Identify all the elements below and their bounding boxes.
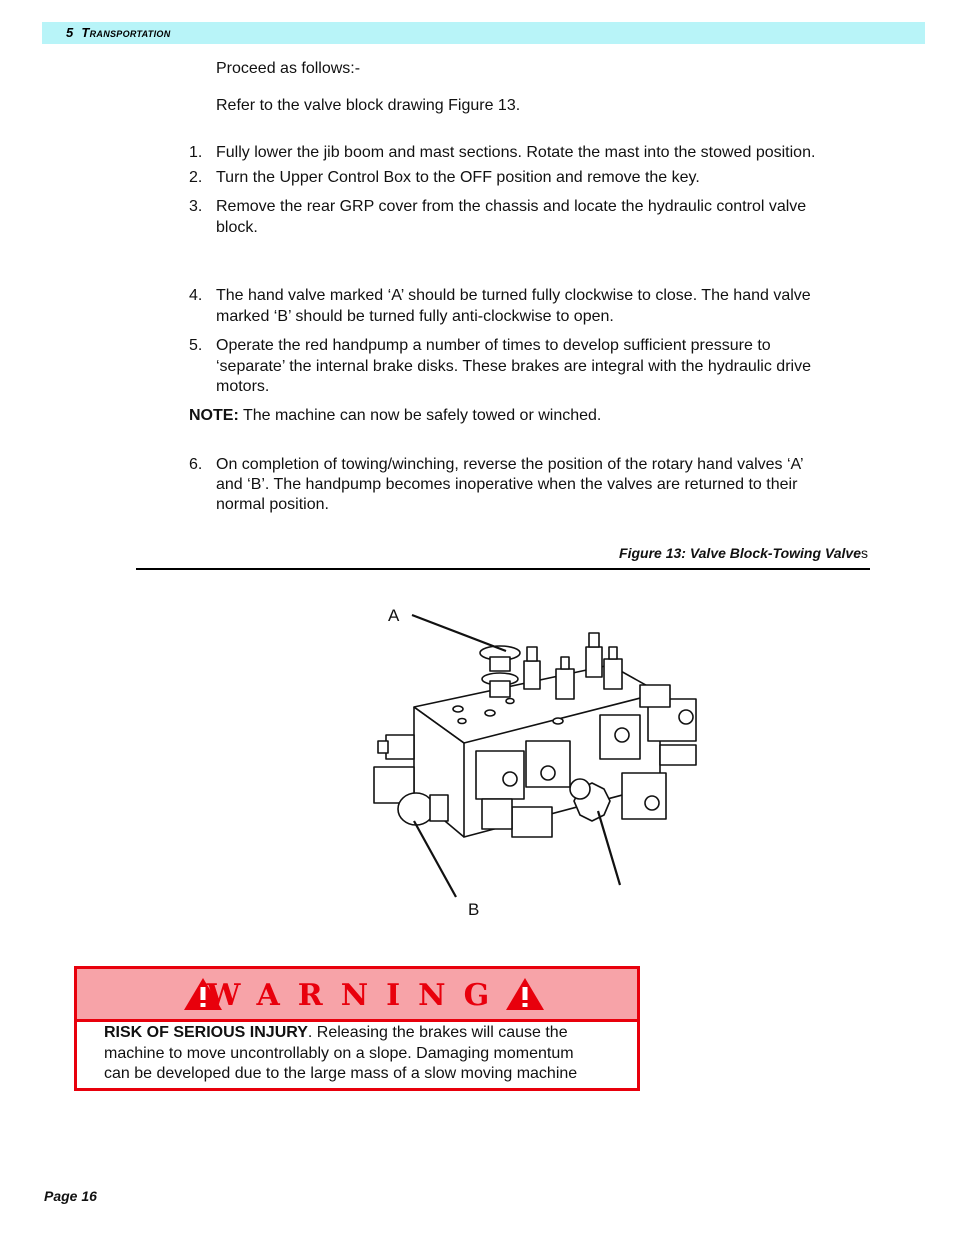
chapter-number: 5 [66,25,74,40]
step-2-number: 2. [189,169,203,186]
warning-box [74,966,640,1091]
solenoid-coil [476,751,524,799]
cartridge-valve [604,659,622,689]
fitting-end [378,741,388,753]
hand-valve-a-stem [490,657,510,671]
warning-line-1 [104,1023,624,1044]
step-1-number: 1. [189,144,203,161]
note-label: NOTE: [189,407,239,424]
figure-caption-tail: s [861,545,868,561]
cartridge-valve-tip [609,647,617,659]
step-6-line-2: and ‘B’. The handpump becomes inoperative when the valves are returned to their [216,476,798,493]
valve-block-drawing [360,595,720,925]
port [485,710,495,716]
cartridge-valve-tip [589,633,599,647]
chapter-header [66,25,171,40]
note-text: The machine can now be safely towed or winched. [238,407,602,424]
intro-line-2: Refer to the valve block drawing Figure 13. [216,97,521,114]
chapter-header-bar [42,22,925,44]
step-4-line-1: The hand valve marked ‘A’ should be turned fully clockwise to close. The hand valve [216,287,811,304]
warning-line-1-text: . Releasing the brakes will cause the [307,1024,568,1041]
hand-valve-b-stem [430,795,448,821]
hand-valve-b-knob [398,793,434,825]
step-3-line-1: Remove the rear GRP cover from the chassis and locate the hydraulic control valve [216,198,807,215]
figure-caption-main: Figure 13: Valve Block-Towing Valve [619,545,861,561]
step-5-number: 5. [189,337,203,354]
step-6-line-1: On completion of towing/winching, reverse the position of the rotary hand valves ‘A’ [216,456,804,473]
label-b: B [468,900,480,919]
solenoid-connector [660,745,696,765]
figure-divider [136,568,870,570]
step-3-line-2: block. [216,219,258,236]
solenoid-connector [640,685,670,707]
step-3-number: 3. [189,198,203,215]
leader-line-pump [598,811,620,885]
step-6-line-3: normal position. [216,496,329,513]
port [506,699,514,704]
warning-text [104,1023,624,1085]
solenoid-nut [679,710,693,724]
warning-header [77,969,637,1022]
leader-line-b [414,821,456,897]
cartridge-valve-tip [527,647,537,661]
fitting [386,735,414,759]
step-5-line-1: Operate the red handpump a number of times to develop sufficient pressure to [216,337,771,354]
step-4-line-2: marked ‘B’ should be turned fully anti-clockwise to open. [216,308,614,325]
warning-lead: RISK OF SERIOUS INJURY [104,1024,308,1041]
warning-line-2: machine to move uncontrollably on a slope. Damaging momentum [104,1044,574,1062]
port [458,719,466,724]
cartridge-valve [556,669,574,699]
solenoid-coil [622,773,666,819]
solenoid-nut [503,772,517,786]
leader-line-a [412,615,506,651]
solenoid-nut [541,766,555,780]
chapter-title: Transportation [81,25,171,40]
cartridge-valve [524,661,540,689]
label-a: A [388,606,400,625]
port [553,718,563,724]
step-4-number: 4. [189,287,203,304]
step-5-line-3: motors. [216,378,270,395]
page-number: Page 16 [44,1188,97,1204]
solenoid-nut [645,796,659,810]
valve-body [482,799,512,829]
port [453,706,463,712]
cartridge-valve [586,647,602,677]
step-5-line-2: ‘separate’ the internal brake disks. These brakes are integral with the hydraulic drive [216,358,811,375]
step-6-number: 6. [189,456,203,473]
warning-triangle-icon [505,977,545,1011]
note [189,406,601,427]
handpump-cap [570,779,590,799]
hand-valve-a-nut [490,681,510,697]
cartridge-valve-tip [561,657,569,669]
figure-caption [619,545,868,561]
warning-line-3: can be developed due to the large mass of a slow moving machine [104,1065,578,1082]
intro-line-1: Proceed as follows:- [216,60,361,77]
valve-body [512,807,552,837]
step-2-line-1: Turn the Upper Control Box to the OFF position and remove the key. [216,169,700,186]
warning-title: WARNING [206,978,508,1013]
step-1-line-1: Fully lower the jib boom and mast sections. Rotate the mast into the stowed position. [216,144,816,161]
solenoid-nut [615,728,629,742]
